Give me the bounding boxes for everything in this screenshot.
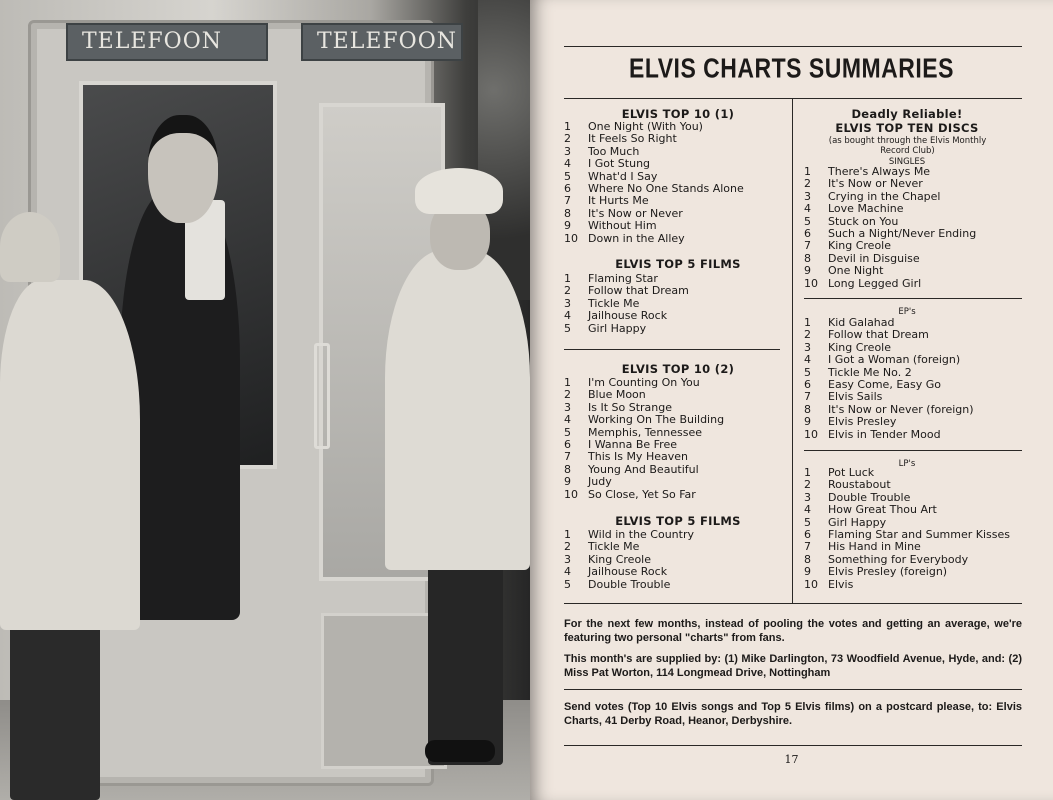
item-number: 3 xyxy=(804,490,811,504)
item-title: Double Trouble xyxy=(828,490,911,504)
eps-label: EP's xyxy=(898,307,916,317)
item-title: Follow that Dream xyxy=(828,328,929,342)
item-title: This Is My Heaven xyxy=(588,450,688,464)
singles-label: SINGLES xyxy=(888,157,926,167)
item-number: 10 xyxy=(804,577,818,591)
item-title: Tickle Me No. 2 xyxy=(828,365,912,379)
item-number: 3 xyxy=(564,552,571,566)
item-title: I Got Stung xyxy=(588,157,651,171)
list-item xyxy=(564,233,744,245)
item-number: 10 xyxy=(564,231,578,245)
booth-sign-left: TELEFOON xyxy=(66,23,268,61)
singles-list xyxy=(804,166,976,290)
item-number: 4 xyxy=(564,309,571,323)
item-number: 7 xyxy=(804,390,811,404)
item-number: 1 xyxy=(564,376,571,389)
singles-rule xyxy=(804,298,1022,299)
lps-label: LP's xyxy=(898,459,916,469)
item-title: Without Him xyxy=(588,219,657,233)
item-title: Devil in Disguise xyxy=(828,251,920,265)
item-title: Elvis Presley (foreign) xyxy=(828,565,948,579)
item-number: 9 xyxy=(564,475,571,489)
item-title: Down in the Alley xyxy=(588,231,685,245)
item-number: 9 xyxy=(804,264,811,278)
item-number: 6 xyxy=(564,437,571,451)
item-title: King Creole xyxy=(828,239,892,253)
item-title: It's Now or Never (foreign) xyxy=(828,402,974,416)
item-title: It Hurts Me xyxy=(588,194,649,208)
suppliers-paragraph: This month's are supplied by: (1) Mike Darlington, 73 Woodfield Avenue, Hyde, and: (2) Miss Pat Worton, 114 Longmead Drive, Nottingham xyxy=(564,653,1022,679)
man-right-coat xyxy=(385,250,530,570)
item-title: So Close, Yet So Far xyxy=(588,487,696,501)
item-title: I'm Counting On You xyxy=(588,376,700,389)
item-title: Is It So Strange xyxy=(588,400,673,414)
films-1-heading: ELVIS TOP 5 FILMS xyxy=(615,257,741,271)
item-title: Elvis Presley xyxy=(828,415,897,429)
lps-list xyxy=(804,467,1010,591)
item-title: Crying in the Chapel xyxy=(828,189,941,203)
item-number: 3 xyxy=(804,189,811,203)
item-number: 1 xyxy=(804,466,811,479)
item-number: 1 xyxy=(564,528,571,541)
item-title: Where No One Stands Alone xyxy=(588,181,744,195)
man-left-hat xyxy=(0,212,60,282)
man-right-shoe xyxy=(425,740,495,762)
item-title: I Wanna Be Free xyxy=(588,437,677,451)
item-number: 10 xyxy=(564,487,578,501)
item-title: King Creole xyxy=(828,340,892,354)
item-title: Jailhouse Rock xyxy=(588,309,668,323)
item-title: One Night (With You) xyxy=(588,120,703,133)
list-item xyxy=(804,579,1010,591)
item-title: His Hand in Mine xyxy=(828,540,921,554)
item-title: Working On The Building xyxy=(588,413,725,427)
list-item xyxy=(564,579,694,591)
left-mid-rule xyxy=(564,349,780,350)
item-number: 6 xyxy=(804,527,811,541)
item-title: It's Now or Never xyxy=(588,206,683,220)
films-2-list xyxy=(564,529,694,591)
item-title: What'd I Say xyxy=(588,169,658,183)
item-title: Girl Happy xyxy=(588,321,647,335)
item-title: Easy Come, Easy Go xyxy=(828,377,941,391)
item-number: 8 xyxy=(804,552,811,566)
item-number: 4 xyxy=(564,413,571,427)
man-right-legs xyxy=(428,565,503,765)
item-title: Such a Night/Never Ending xyxy=(828,226,977,240)
item-number: 5 xyxy=(564,425,571,439)
item-title: I Got a Woman (foreign) xyxy=(828,353,961,367)
item-title: Flaming Star and Summer Kisses xyxy=(828,527,1010,541)
man-left-legs xyxy=(10,620,100,800)
item-number: 3 xyxy=(564,296,571,310)
item-number: 8 xyxy=(804,402,811,416)
title-rule xyxy=(564,98,1022,99)
column-divider xyxy=(792,98,793,603)
item-title: Blue Moon xyxy=(588,388,646,402)
item-number: 4 xyxy=(804,202,811,216)
item-number: 2 xyxy=(564,132,571,146)
item-number: 2 xyxy=(564,284,571,298)
item-number: 5 xyxy=(564,321,571,335)
deadly-reliable-kicker: Deadly Reliable! xyxy=(851,107,963,121)
item-number: 4 xyxy=(564,157,571,171)
top-ten-discs-heading: ELVIS TOP TEN DISCS xyxy=(835,121,979,135)
item-title: Follow that Dream xyxy=(588,284,689,298)
item-title: Double Trouble xyxy=(588,577,671,591)
item-title: Elvis xyxy=(828,577,854,591)
item-number: 9 xyxy=(804,415,811,429)
item-number: 5 xyxy=(564,169,571,183)
item-number: 2 xyxy=(804,328,811,342)
item-title: It's Now or Never xyxy=(828,177,923,191)
item-number: 9 xyxy=(564,219,571,233)
item-number: 4 xyxy=(804,503,811,517)
item-title: Pot Luck xyxy=(828,466,875,479)
item-number: 1 xyxy=(564,120,571,133)
item-title: Elvis in Tender Mood xyxy=(828,427,941,441)
item-title: Love Machine xyxy=(828,202,904,216)
list-item xyxy=(564,489,724,501)
item-title: Kid Galahad xyxy=(828,316,895,329)
item-title: Tickle Me xyxy=(588,540,640,554)
item-title: How Great Thou Art xyxy=(828,503,937,517)
list-item xyxy=(804,278,976,290)
item-title: Girl Happy xyxy=(828,515,887,529)
record-club-note: (as bought through the Elvis Monthly Record Club) xyxy=(828,136,987,156)
item-number: 2 xyxy=(804,177,811,191)
item-title: Tickle Me xyxy=(588,296,640,310)
item-number: 5 xyxy=(804,365,811,379)
booth-sign-right: TELEFOON xyxy=(301,23,463,61)
item-title: Too Much xyxy=(588,144,640,158)
item-title: Judy xyxy=(588,475,612,489)
list-item xyxy=(804,429,974,441)
top10-2-list xyxy=(564,377,724,501)
top10-2-heading: ELVIS TOP 10 (2) xyxy=(621,362,735,376)
item-number: 3 xyxy=(564,400,571,414)
eps-rule xyxy=(804,450,1022,451)
text-page xyxy=(530,0,1053,800)
item-number: 5 xyxy=(804,214,811,228)
item-number: 2 xyxy=(804,478,811,492)
item-number: 3 xyxy=(804,340,811,354)
films-1-list xyxy=(564,273,689,335)
item-number: 1 xyxy=(804,165,811,178)
item-title: Elvis Sails xyxy=(828,390,883,404)
item-number: 7 xyxy=(804,540,811,554)
item-number: 5 xyxy=(804,515,811,529)
item-number: 6 xyxy=(804,377,811,391)
page-number: 17 xyxy=(784,753,799,766)
item-number: 7 xyxy=(804,239,811,253)
item-title: Roustabout xyxy=(828,478,891,492)
footer-rule xyxy=(564,689,1022,690)
item-number: 7 xyxy=(564,194,571,208)
item-title: It Feels So Right xyxy=(588,132,677,146)
item-number: 3 xyxy=(564,144,571,158)
item-title: One Night xyxy=(828,264,884,278)
item-number: 7 xyxy=(564,450,571,464)
item-number: 6 xyxy=(804,226,811,240)
item-title: Young And Beautiful xyxy=(588,462,699,476)
item-number: 4 xyxy=(564,565,571,579)
top10-1-heading: ELVIS TOP 10 (1) xyxy=(621,107,735,121)
item-number: 2 xyxy=(564,388,571,402)
item-number: 8 xyxy=(564,206,571,220)
man-left-coat xyxy=(0,280,140,630)
item-number: 8 xyxy=(804,251,811,265)
item-number: 1 xyxy=(564,272,571,285)
films-2-heading: ELVIS TOP 5 FILMS xyxy=(615,514,741,528)
item-number: 4 xyxy=(804,353,811,367)
item-number: 6 xyxy=(564,181,571,195)
item-title: Jailhouse Rock xyxy=(588,565,668,579)
top10-1-list xyxy=(564,121,744,245)
item-number: 10 xyxy=(804,276,818,290)
item-title: Stuck on You xyxy=(828,214,899,228)
page-title: ELVIS CHARTS SUMMARIES xyxy=(629,52,954,84)
door-handle xyxy=(314,343,330,449)
item-number: 8 xyxy=(564,462,571,476)
lists-bottom-rule xyxy=(564,603,1022,604)
eps-list xyxy=(804,317,974,441)
item-number: 10 xyxy=(804,427,818,441)
bottom-rule xyxy=(564,745,1022,746)
item-title: There's Always Me xyxy=(828,165,931,178)
elvis-head xyxy=(148,115,218,223)
item-number: 1 xyxy=(804,316,811,329)
item-title: Long Legged Girl xyxy=(828,276,922,290)
man-right-hat xyxy=(415,168,503,214)
intro-paragraph: For the next few months, instead of pooling the votes and getting an average, we're featuring two personal "charts" from fans. xyxy=(564,618,1022,644)
item-title: Flaming Star xyxy=(588,272,658,285)
item-title: Memphis, Tennessee xyxy=(588,425,703,439)
item-title: Something for Everybody xyxy=(828,552,969,566)
item-number: 5 xyxy=(564,577,571,591)
top-rule xyxy=(564,46,1022,47)
item-number: 9 xyxy=(804,565,811,579)
item-title: Wild in the Country xyxy=(588,528,694,541)
send-votes-paragraph: Send votes (Top 10 Elvis songs and Top 5 Elvis films) on a postcard please, to: Elvis Charts, 41 Derby Road, Heanor, Derbyshire. xyxy=(564,701,1022,727)
item-title: King Creole xyxy=(588,552,652,566)
item-number: 2 xyxy=(564,540,571,554)
list-item xyxy=(564,323,689,335)
